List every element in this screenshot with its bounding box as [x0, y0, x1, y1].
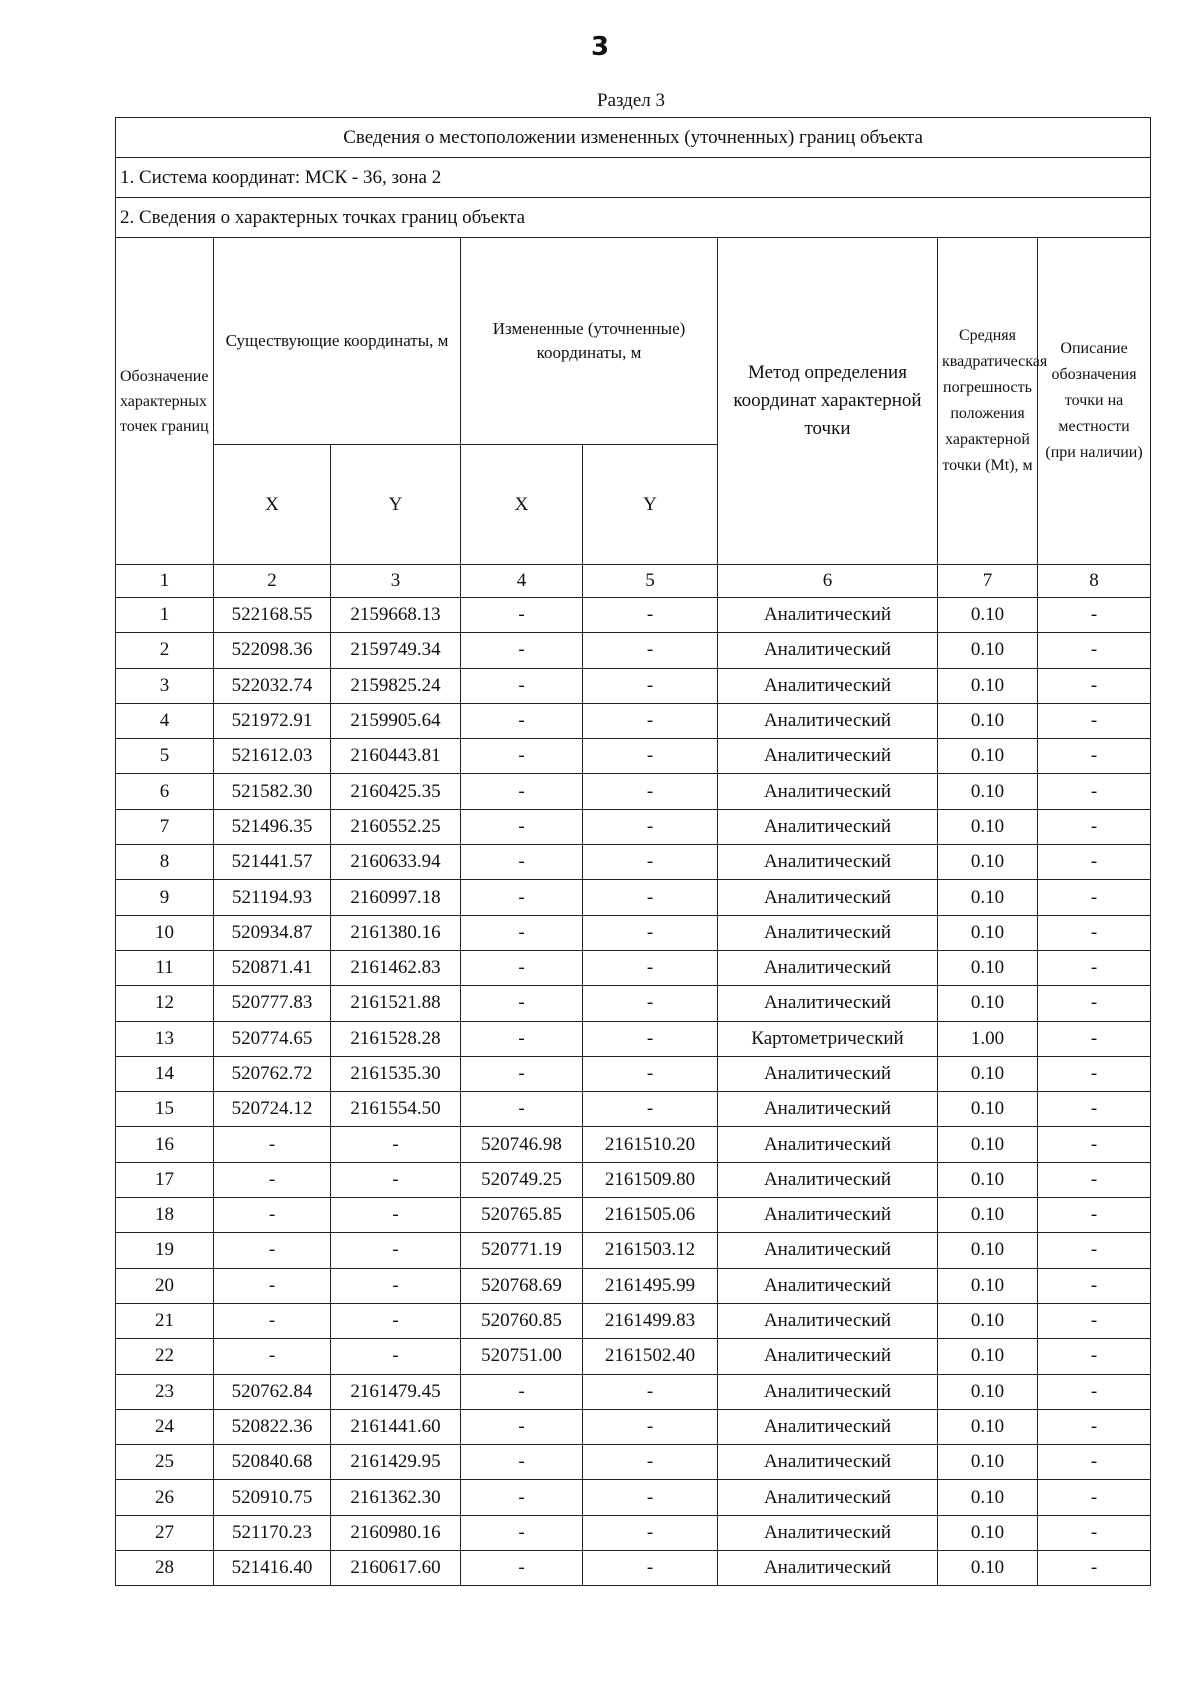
error-cell: 0.10 [938, 1374, 1038, 1409]
changed-x-cell: - [461, 986, 583, 1021]
error-cell: 0.10 [938, 845, 1038, 880]
changed-y-cell: - [583, 668, 718, 703]
description-cell: - [1038, 633, 1151, 668]
point-id-cell: 17 [116, 1162, 214, 1197]
error-cell: 0.10 [938, 915, 1038, 950]
error-cell: 0.10 [938, 1092, 1038, 1127]
table-row [116, 986, 1151, 1021]
table-row [116, 809, 1151, 844]
table-row [116, 1515, 1151, 1550]
table-body [116, 598, 1151, 1586]
description-cell: - [1038, 1233, 1151, 1268]
existing-x-cell: 520777.83 [214, 986, 331, 1021]
error-cell: 0.10 [938, 668, 1038, 703]
point-id-cell: 10 [116, 915, 214, 950]
existing-x-cell: 520762.72 [214, 1056, 331, 1091]
existing-y-cell: - [331, 1127, 461, 1162]
method-cell: Аналитический [718, 1374, 938, 1409]
error-cell: 0.10 [938, 986, 1038, 1021]
changed-x-cell: 520765.85 [461, 1198, 583, 1233]
changed-x-cell: 520768.69 [461, 1268, 583, 1303]
existing-x-cell: 520934.87 [214, 915, 331, 950]
description-cell: - [1038, 774, 1151, 809]
method-cell: Аналитический [718, 703, 938, 738]
changed-y-cell: - [583, 703, 718, 738]
method-cell: Аналитический [718, 1339, 938, 1374]
method-cell: Аналитический [718, 598, 938, 633]
changed-y-cell: 2161509.80 [583, 1162, 718, 1197]
changed-x-cell: 520760.85 [461, 1303, 583, 1338]
existing-y-cell: 2160425.35 [331, 774, 461, 809]
table-row [116, 1303, 1151, 1338]
method-cell: Аналитический [718, 1056, 938, 1091]
table-row [116, 950, 1151, 985]
existing-x-cell: - [214, 1162, 331, 1197]
existing-y-cell: - [331, 1198, 461, 1233]
point-id-cell: 25 [116, 1445, 214, 1480]
changed-x-cell: 520771.19 [461, 1233, 583, 1268]
column-number: 7 [938, 565, 1038, 598]
point-id-cell: 2 [116, 633, 214, 668]
point-id-cell: 26 [116, 1480, 214, 1515]
error-cell: 0.10 [938, 950, 1038, 985]
existing-y-cell: 2160633.94 [331, 845, 461, 880]
header-changed-x: X [461, 445, 583, 565]
existing-x-cell: 522098.36 [214, 633, 331, 668]
description-cell: - [1038, 915, 1151, 950]
changed-x-cell: - [461, 633, 583, 668]
description-cell: - [1038, 1056, 1151, 1091]
existing-y-cell: 2161554.50 [331, 1092, 461, 1127]
changed-y-cell: - [583, 950, 718, 985]
changed-x-cell: - [461, 845, 583, 880]
point-id-cell: 12 [116, 986, 214, 1021]
changed-y-cell: - [583, 915, 718, 950]
method-cell: Аналитический [718, 1127, 938, 1162]
point-id-cell: 3 [116, 668, 214, 703]
description-cell: - [1038, 1092, 1151, 1127]
point-id-cell: 8 [116, 845, 214, 880]
error-cell: 0.10 [938, 1056, 1038, 1091]
method-cell: Аналитический [718, 1480, 938, 1515]
changed-y-cell: - [583, 633, 718, 668]
changed-y-cell: - [583, 880, 718, 915]
column-number: 2 [214, 565, 331, 598]
changed-y-cell: 2161502.40 [583, 1339, 718, 1374]
changed-y-cell: - [583, 845, 718, 880]
point-id-cell: 22 [116, 1339, 214, 1374]
point-id-cell: 13 [116, 1021, 214, 1056]
changed-x-cell: - [461, 1056, 583, 1091]
description-cell: - [1038, 703, 1151, 738]
existing-y-cell: 2160980.16 [331, 1515, 461, 1550]
existing-y-cell: 2159905.64 [331, 703, 461, 738]
table-row [116, 1198, 1151, 1233]
table-row [116, 1021, 1151, 1056]
changed-x-cell: 520749.25 [461, 1162, 583, 1197]
description-cell: - [1038, 1303, 1151, 1338]
method-cell: Аналитический [718, 880, 938, 915]
existing-y-cell: 2161380.16 [331, 915, 461, 950]
error-cell: 0.10 [938, 1233, 1038, 1268]
error-cell: 0.10 [938, 880, 1038, 915]
column-number: 6 [718, 565, 938, 598]
existing-y-cell: 2159749.34 [331, 633, 461, 668]
description-cell: - [1038, 1339, 1151, 1374]
existing-x-cell: 520822.36 [214, 1409, 331, 1444]
error-cell: 0.10 [938, 1198, 1038, 1233]
existing-x-cell: 520762.84 [214, 1374, 331, 1409]
changed-x-cell: - [461, 880, 583, 915]
changed-y-cell: 2161499.83 [583, 1303, 718, 1338]
point-id-cell: 18 [116, 1198, 214, 1233]
point-id-cell: 27 [116, 1515, 214, 1550]
changed-y-cell: - [583, 1056, 718, 1091]
table-row [116, 1374, 1151, 1409]
existing-x-cell: 521441.57 [214, 845, 331, 880]
changed-y-cell: - [583, 598, 718, 633]
method-cell: Аналитический [718, 1303, 938, 1338]
method-cell: Аналитический [718, 1162, 938, 1197]
table-row [116, 1056, 1151, 1091]
changed-x-cell: - [461, 1409, 583, 1444]
description-cell: - [1038, 739, 1151, 774]
point-id-cell: 6 [116, 774, 214, 809]
description-cell: - [1038, 1198, 1151, 1233]
table-row [116, 1445, 1151, 1480]
table-row [116, 1233, 1151, 1268]
point-id-cell: 21 [116, 1303, 214, 1338]
page-number: 3 [590, 32, 610, 62]
header-existing: Существующие координаты, м [214, 238, 461, 445]
existing-y-cell: - [331, 1233, 461, 1268]
changed-x-cell: - [461, 950, 583, 985]
existing-y-cell: 2161441.60 [331, 1409, 461, 1444]
changed-x-cell: - [461, 915, 583, 950]
description-cell: - [1038, 1127, 1151, 1162]
existing-x-cell: 521416.40 [214, 1551, 331, 1586]
existing-y-cell: 2160997.18 [331, 880, 461, 915]
method-cell: Аналитический [718, 1409, 938, 1444]
existing-y-cell: 2161528.28 [331, 1021, 461, 1056]
section-title: Раздел 3 [597, 90, 665, 111]
changed-y-cell: 2161495.99 [583, 1268, 718, 1303]
error-cell: 0.10 [938, 1515, 1038, 1550]
method-cell: Аналитический [718, 1551, 938, 1586]
existing-x-cell: 522032.74 [214, 668, 331, 703]
point-id-cell: 19 [116, 1233, 214, 1268]
changed-x-cell: - [461, 1021, 583, 1056]
method-cell: Аналитический [718, 774, 938, 809]
error-cell: 0.10 [938, 1268, 1038, 1303]
table-row [116, 880, 1151, 915]
error-cell: 0.10 [938, 1551, 1038, 1586]
error-cell: 0.10 [938, 1339, 1038, 1374]
point-id-cell: 16 [116, 1127, 214, 1162]
changed-y-cell: - [583, 1480, 718, 1515]
description-cell: - [1038, 880, 1151, 915]
coordinates-table [115, 117, 1151, 1586]
existing-y-cell: 2159668.13 [331, 598, 461, 633]
changed-x-cell: - [461, 1480, 583, 1515]
existing-x-cell: - [214, 1233, 331, 1268]
existing-x-cell: 521972.91 [214, 703, 331, 738]
existing-x-cell: 522168.55 [214, 598, 331, 633]
method-cell: Аналитический [718, 915, 938, 950]
error-cell: 0.10 [938, 809, 1038, 844]
table-row [116, 1162, 1151, 1197]
description-cell: - [1038, 1021, 1151, 1056]
changed-y-cell: - [583, 1374, 718, 1409]
table-row [116, 633, 1151, 668]
description-cell: - [1038, 809, 1151, 844]
changed-y-cell: - [583, 1551, 718, 1586]
existing-x-cell: - [214, 1268, 331, 1303]
header-method: Метод определения координат характерной точки [718, 238, 938, 565]
point-id-cell: 4 [116, 703, 214, 738]
changed-y-cell: - [583, 809, 718, 844]
point-id-cell: 15 [116, 1092, 214, 1127]
changed-y-cell: - [583, 986, 718, 1021]
point-id-cell: 9 [116, 880, 214, 915]
header-existing-y: Y [331, 445, 461, 565]
point-id-cell: 7 [116, 809, 214, 844]
changed-y-cell: - [583, 1092, 718, 1127]
error-cell: 0.10 [938, 1303, 1038, 1338]
table-row [116, 1339, 1151, 1374]
changed-y-cell: 2161503.12 [583, 1233, 718, 1268]
existing-y-cell: - [331, 1162, 461, 1197]
changed-x-cell: - [461, 703, 583, 738]
error-cell: 0.10 [938, 598, 1038, 633]
error-cell: 0.10 [938, 703, 1038, 738]
changed-x-cell: 520751.00 [461, 1339, 583, 1374]
existing-x-cell: 520724.12 [214, 1092, 331, 1127]
existing-y-cell: - [331, 1339, 461, 1374]
method-cell: Аналитический [718, 1515, 938, 1550]
table-row [116, 1092, 1151, 1127]
existing-x-cell: - [214, 1339, 331, 1374]
error-cell: 0.10 [938, 1445, 1038, 1480]
method-cell: Аналитический [718, 1198, 938, 1233]
existing-x-cell: 521582.30 [214, 774, 331, 809]
header-description: Описание обозначения точки на местности (при наличии) [1038, 238, 1151, 565]
point-id-cell: 11 [116, 950, 214, 985]
existing-y-cell: 2160617.60 [331, 1551, 461, 1586]
existing-x-cell: 521170.23 [214, 1515, 331, 1550]
point-id-cell: 5 [116, 739, 214, 774]
existing-y-cell: 2161462.83 [331, 950, 461, 985]
column-number: 5 [583, 565, 718, 598]
error-cell: 0.10 [938, 1162, 1038, 1197]
changed-x-cell: - [461, 774, 583, 809]
description-cell: - [1038, 668, 1151, 703]
table-row [116, 1409, 1151, 1444]
point-id-cell: 28 [116, 1551, 214, 1586]
method-cell: Аналитический [718, 739, 938, 774]
existing-x-cell: 520840.68 [214, 1445, 331, 1480]
description-cell: - [1038, 1551, 1151, 1586]
method-cell: Аналитический [718, 1092, 938, 1127]
changed-y-cell: - [583, 1515, 718, 1550]
point-id-cell: 24 [116, 1409, 214, 1444]
table-row [116, 1127, 1151, 1162]
point-id-cell: 14 [116, 1056, 214, 1091]
method-cell: Аналитический [718, 1445, 938, 1480]
changed-y-cell: 2161510.20 [583, 1127, 718, 1162]
header-changed-y: Y [583, 445, 718, 565]
point-id-cell: 23 [116, 1374, 214, 1409]
changed-y-cell: - [583, 1409, 718, 1444]
existing-y-cell: 2161362.30 [331, 1480, 461, 1515]
table-row [116, 703, 1151, 738]
existing-x-cell: 521612.03 [214, 739, 331, 774]
description-cell: - [1038, 950, 1151, 985]
description-cell: - [1038, 1162, 1151, 1197]
changed-y-cell: - [583, 1445, 718, 1480]
changed-y-cell: - [583, 1021, 718, 1056]
header-changed: Измененные (уточненные) координаты, м [461, 238, 718, 445]
existing-x-cell: 520774.65 [214, 1021, 331, 1056]
changed-y-cell: - [583, 774, 718, 809]
existing-x-cell: 521194.93 [214, 880, 331, 915]
changed-x-cell: - [461, 1515, 583, 1550]
table-row [116, 1268, 1151, 1303]
description-cell: - [1038, 598, 1151, 633]
existing-y-cell: 2161535.30 [331, 1056, 461, 1091]
changed-y-cell: - [583, 739, 718, 774]
description-cell: - [1038, 1409, 1151, 1444]
error-cell: 0.10 [938, 1127, 1038, 1162]
header-existing-x: X [214, 445, 331, 565]
column-number: 1 [116, 565, 214, 598]
method-cell: Аналитический [718, 950, 938, 985]
table-row [116, 774, 1151, 809]
description-cell: - [1038, 845, 1151, 880]
changed-x-cell: - [461, 739, 583, 774]
header-designation: Обозначение характерных точек границ [116, 238, 214, 565]
method-cell: Картометрический [718, 1021, 938, 1056]
method-cell: Аналитический [718, 809, 938, 844]
changed-x-cell: - [461, 1551, 583, 1586]
existing-y-cell: 2161521.88 [331, 986, 461, 1021]
description-cell: - [1038, 1480, 1151, 1515]
existing-x-cell: - [214, 1198, 331, 1233]
existing-x-cell: 520910.75 [214, 1480, 331, 1515]
existing-y-cell: 2159825.24 [331, 668, 461, 703]
error-cell: 1.00 [938, 1021, 1038, 1056]
table-row [116, 739, 1151, 774]
changed-x-cell: - [461, 668, 583, 703]
error-cell: 0.10 [938, 774, 1038, 809]
changed-x-cell: - [461, 1092, 583, 1127]
existing-y-cell: - [331, 1268, 461, 1303]
description-cell: - [1038, 1515, 1151, 1550]
description-cell: - [1038, 986, 1151, 1021]
table-row [116, 1551, 1151, 1586]
error-cell: 0.10 [938, 1480, 1038, 1515]
table-row [116, 845, 1151, 880]
error-cell: 0.10 [938, 1409, 1038, 1444]
table-row [116, 915, 1151, 950]
table-caption: Сведения о местоположении измененных (уточненных) границ объекта [116, 118, 1151, 158]
column-number: 3 [331, 565, 461, 598]
header-error: Средняя квадратическая погрешность положения характерной точки (Mt), м [938, 238, 1038, 565]
existing-y-cell: 2160443.81 [331, 739, 461, 774]
existing-x-cell: - [214, 1303, 331, 1338]
method-cell: Аналитический [718, 986, 938, 1021]
existing-y-cell: 2160552.25 [331, 809, 461, 844]
existing-x-cell: 521496.35 [214, 809, 331, 844]
table-row [116, 598, 1151, 633]
error-cell: 0.10 [938, 739, 1038, 774]
coord-system-label: 1. Система координат: МСК - 36, зона 2 [116, 158, 1151, 198]
description-cell: - [1038, 1445, 1151, 1480]
points-section-label: 2. Сведения о характерных точках границ объекта [116, 198, 1151, 238]
point-id-cell: 1 [116, 598, 214, 633]
changed-x-cell: - [461, 598, 583, 633]
error-cell: 0.10 [938, 633, 1038, 668]
description-cell: - [1038, 1374, 1151, 1409]
existing-x-cell: 520871.41 [214, 950, 331, 985]
changed-x-cell: - [461, 1374, 583, 1409]
point-id-cell: 20 [116, 1268, 214, 1303]
method-cell: Аналитический [718, 668, 938, 703]
existing-x-cell: - [214, 1127, 331, 1162]
method-cell: Аналитический [718, 1268, 938, 1303]
column-number: 4 [461, 565, 583, 598]
column-number: 8 [1038, 565, 1151, 598]
existing-y-cell: - [331, 1303, 461, 1338]
table-row [116, 1480, 1151, 1515]
existing-y-cell: 2161429.95 [331, 1445, 461, 1480]
changed-x-cell: 520746.98 [461, 1127, 583, 1162]
changed-x-cell: - [461, 1445, 583, 1480]
description-cell: - [1038, 1268, 1151, 1303]
method-cell: Аналитический [718, 1233, 938, 1268]
table-row [116, 668, 1151, 703]
existing-y-cell: 2161479.45 [331, 1374, 461, 1409]
method-cell: Аналитический [718, 633, 938, 668]
changed-y-cell: 2161505.06 [583, 1198, 718, 1233]
column-number-row [116, 565, 1151, 598]
changed-x-cell: - [461, 809, 583, 844]
method-cell: Аналитический [718, 845, 938, 880]
